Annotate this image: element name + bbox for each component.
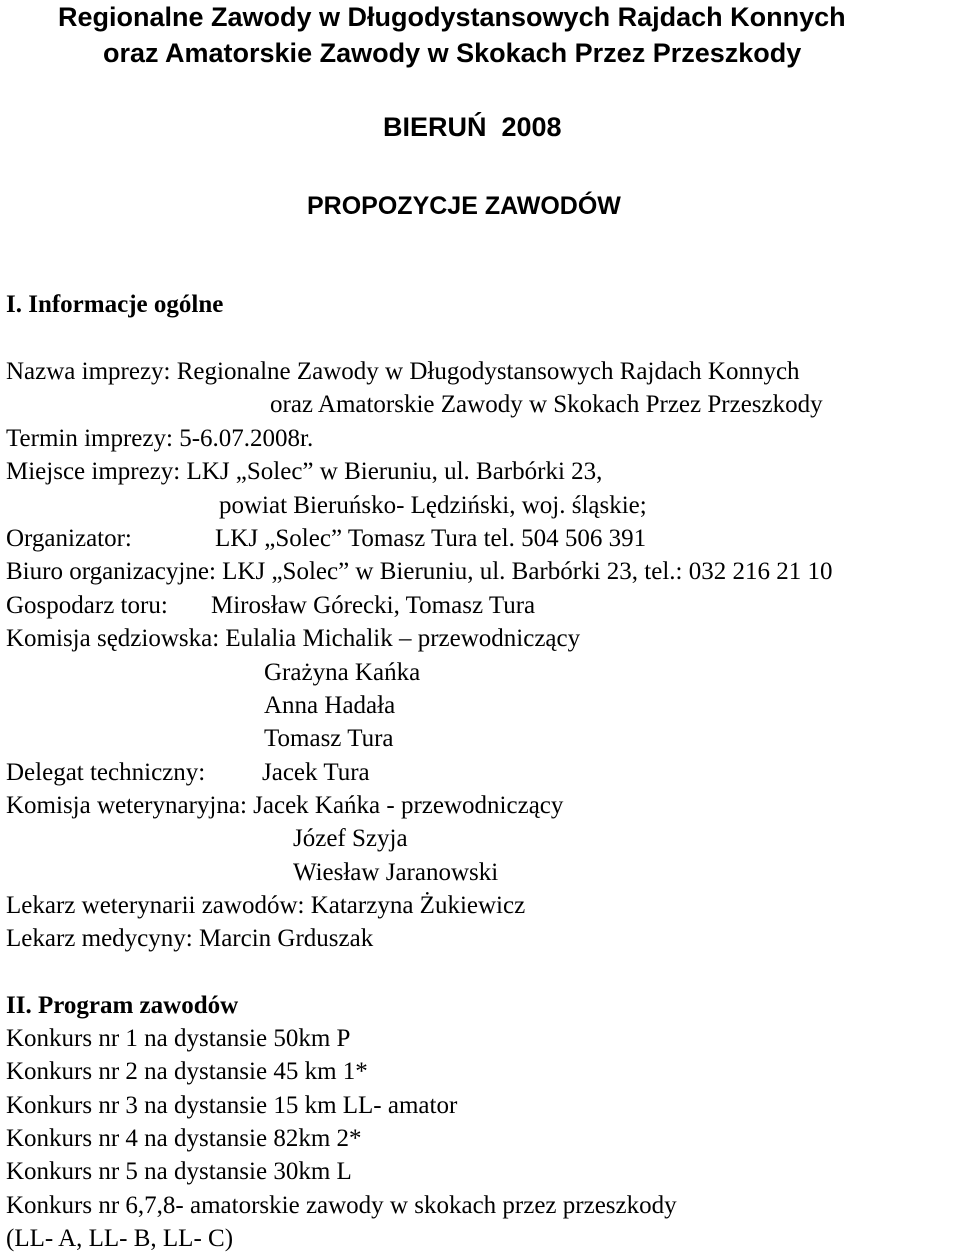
subtitle: PROPOZYCJE ZAWODÓW [307,192,621,220]
competition-item: Konkurs nr 6,7,8- amatorskie zawody w skokach przez przeszkody [6,1192,677,1219]
competition-item: Konkurs nr 3 na dystansie 15 km LL- amator [6,1092,458,1119]
judge-member: Tomasz Tura [264,725,394,752]
event-location: Miejsce imprezy: LKJ „Solec” w Bieruniu, ul. Barbórki 23, [6,458,603,485]
competition-item: Konkurs nr 4 na dystansie 82km 2* [6,1125,362,1152]
course-host-label: Gospodarz toru: [6,592,168,619]
competition-item-continued: (LL- A, LL- B, LL- C) [6,1225,234,1252]
competition-item: Konkurs nr 2 na dystansie 45 km 1* [6,1058,368,1085]
event-name-continued: oraz Amatorskie Zawody w Skokach Przez Przeszkody [270,391,823,418]
vet-member: Wiesław Jaranowski [293,859,499,886]
section-heading: I. Informacje ogólne [6,291,224,318]
technical-delegate-label: Delegat techniczny: [6,759,206,786]
event-veterinarian: Lekarz weterynarii zawodów: Katarzyna Żukiewicz [6,892,526,919]
title-line-2: oraz Amatorskie Zawody w Skokach Przez Przeszkody [103,38,802,68]
organizer-label: Organizator: [6,525,132,552]
title-line-1: Regionalne Zawody w Długodystansowych Rajdach Konnych [58,2,846,32]
judge-member: Grażyna Kańka [264,659,421,686]
judge-member: Anna Hadała [264,692,396,719]
event-date: Termin imprezy: 5-6.07.2008r. [6,425,314,452]
event-location-continued: powiat Bieruńsko- Lędziński, woj. śląskie; [219,492,647,519]
veterinary-commission: Komisja weterynaryjna: Jacek Kańka - przewodniczący [6,792,564,819]
vet-member: Józef Szyja [293,825,408,852]
organizing-office: Biuro organizacyjne: LKJ „Solec” w Bieruniu, ul. Barbórki 23, tel.: 032 216 21 10 [6,558,833,585]
competition-item: Konkurs nr 5 na dystansie 30km L [6,1158,352,1185]
technical-delegate-value: Jacek Tura [262,759,370,786]
place-year: BIERUŃ 2008 [383,112,562,142]
event-physician: Lekarz medycyny: Marcin Grduszak [6,925,374,952]
event-name: Nazwa imprezy: Regionalne Zawody w Długodystansowych Rajdach Konnych [6,358,800,385]
course-host-value: Mirosław Górecki, Tomasz Tura [211,592,536,619]
section-heading: II. Program zawodów [6,992,239,1019]
competition-item: Konkurs nr 1 na dystansie 50km P [6,1025,351,1052]
judges-panel: Komisja sędziowska: Eulalia Michalik – przewodniczący [6,625,581,652]
organizer-value: LKJ „Solec” Tomasz Tura tel. 504 506 391 [215,525,647,552]
